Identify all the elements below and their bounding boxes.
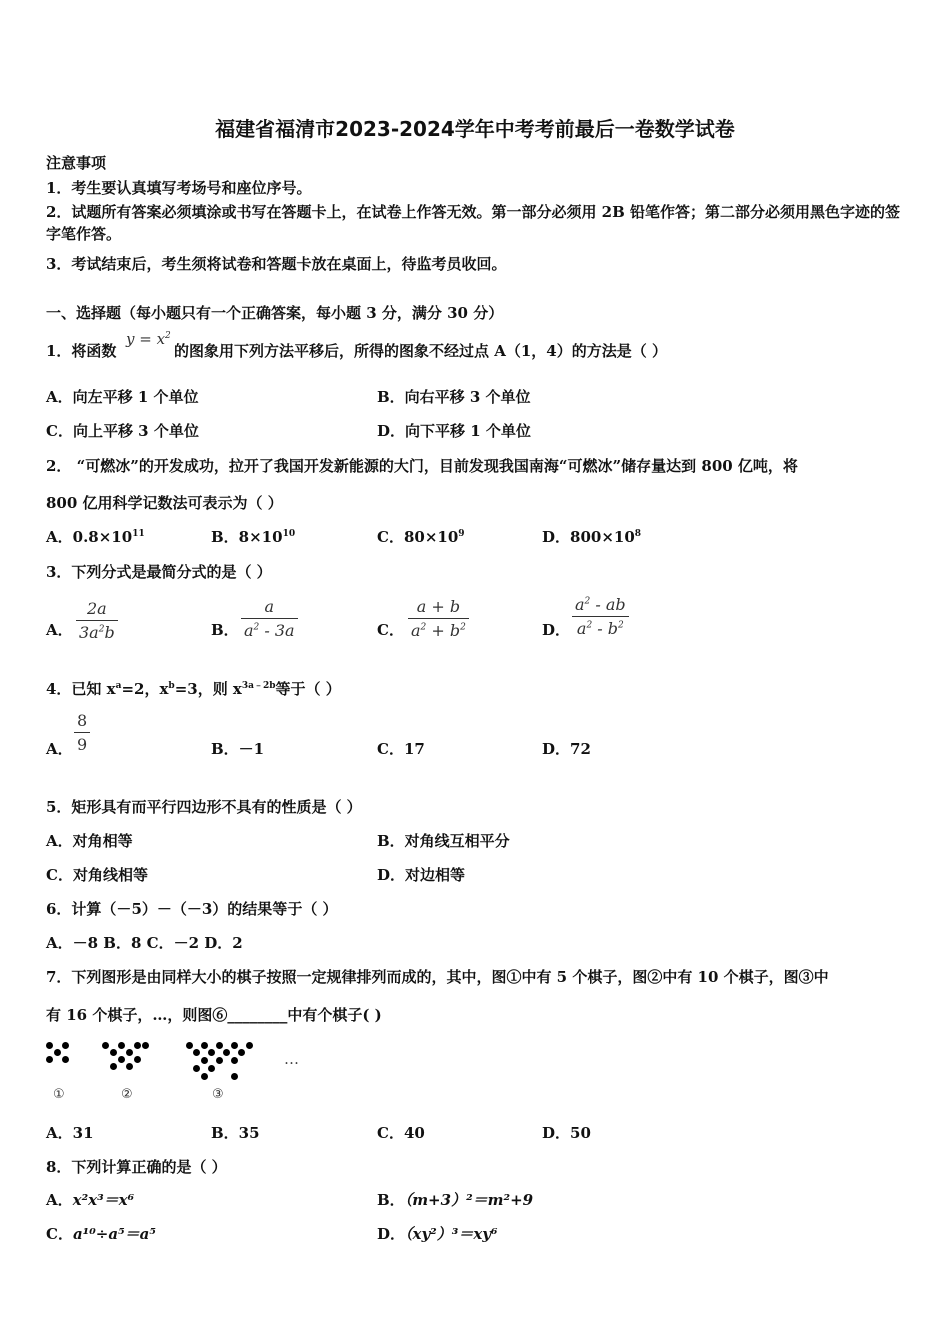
q3-b-fraction: a $a^2 - 3a$	[241, 597, 298, 640]
q4-a-fraction: 8 9	[74, 711, 90, 754]
q4-option-c: C．17	[377, 740, 425, 758]
q8-stem: 8．下列计算正确的是（ ）	[46, 1158, 227, 1176]
q2-option-a: A．$0.8\times 10^{11}$	[46, 528, 145, 546]
q5-option-c: C．对角线相等	[46, 866, 148, 884]
q4-stem: 4．已知 $x^a=2$，$x^b=3$，则 $x^{3a﹣2b}$等于（ ）	[46, 680, 341, 698]
q8-option-c: C．a¹⁰÷a⁵＝a⁵	[46, 1225, 156, 1243]
q7-option-b: B．35	[211, 1124, 260, 1142]
q7-fig-label-3: ③	[212, 1087, 224, 1102]
q2-option-b: B．$8\times 10^{10}$	[211, 528, 296, 546]
q8-option-a: A．x²x³＝x⁶	[46, 1191, 135, 1209]
q2-option-d: D．$800\times 10^8$	[542, 528, 642, 546]
q1-formula: $y = x^2$	[126, 330, 171, 348]
q1-option-a: A．向左平移 1 个单位	[46, 388, 199, 406]
q3-d-fraction: $a^2$ - ab $a^2 - b^2$	[572, 595, 629, 638]
q5-stem: 5．矩形具有而平行四边形不具有的性质是（ ）	[46, 798, 362, 816]
q7-option-a: A．31	[46, 1124, 94, 1142]
q7-fig-label-2: ②	[121, 1087, 133, 1102]
section-heading: 一、选择题（每小题只有一个正确答案，每小题 3 分，满分 30 分）	[46, 304, 504, 322]
q6-stem: 6．计算（－5）－（－3）的结果等于（ ）	[46, 900, 338, 918]
q3-b-label: B．	[211, 621, 239, 639]
q3-c-fraction: a + b $a^2 + b^2$	[408, 597, 469, 640]
q1-option-b: B．向右平移 3 个单位	[377, 388, 531, 406]
q1-option-d: D．向下平移 1 个单位	[377, 422, 531, 440]
q3-c-label: C．	[377, 621, 404, 639]
notice-heading: 注意事项	[46, 154, 107, 172]
q1-prefix: 1．将函数	[46, 342, 117, 360]
q7-line1: 7．下列图形是由同样大小的棋子按照一定规律排列而成的，其中，图①中有 5 个棋子，图②中有 10 个棋子，图③中	[46, 968, 829, 986]
q3-stem: 3．下列分式是最简分式的是（ ）	[46, 563, 272, 581]
notice-item-2: 2．试题所有答案必须填涂或书写在答题卡上，在试卷上作答无效。第一部分必须用 2B 铅笔作答；第二部分必须用黑色字迹的签字笔作答。	[46, 203, 901, 243]
page-title: 福建省福清市2023-2024学年中考考前最后一卷数学试卷	[215, 117, 735, 141]
q7-fig-label-1: ①	[53, 1087, 65, 1102]
q5-option-d: D．对边相等	[377, 866, 466, 884]
q5-option-b: B．对角线互相平分	[377, 832, 510, 850]
notice-item-1: 1．考生要认真填写考场号和座位序号。	[46, 179, 312, 197]
q1-option-c: C．向上平移 3 个单位	[46, 422, 199, 440]
q4-option-b: B．－1	[211, 740, 265, 758]
q3-a-label: A．	[46, 621, 73, 639]
q6-options: A．－8 B．8 C．－2 D．2	[46, 934, 243, 952]
q2-option-c: C．$80\times 10^9$	[377, 528, 465, 546]
q3-a-fraction: 2a $3a^2b$	[76, 599, 118, 642]
q5-option-a: A．对角相等	[46, 832, 133, 850]
q8-option-b: B．（m+3）²＝m²+9	[377, 1191, 534, 1209]
notice-item-3: 3．考试结束后，考生须将试卷和答题卡放在桌面上，待监考员收回。	[46, 255, 507, 273]
q8-option-d: D．（xy²）³＝xy⁶	[377, 1225, 498, 1243]
q3-d-label: D．	[542, 621, 571, 639]
q4-a-label: A．	[46, 740, 73, 758]
q7-line2: 有 16 个棋子，…，则图⑥________中有个棋子( )	[46, 1006, 382, 1024]
q2-line2: 800 亿用科学记数法可表示为（ ）	[46, 494, 283, 512]
q7-option-c: C．40	[377, 1124, 425, 1142]
q2-line1: 2． “可燃冰”的开发成功，拉开了我国开发新能源的大门，目前发现我国南海“可燃冰”储存量达到 800 亿吨，将	[46, 457, 798, 475]
q7-option-d: D．50	[542, 1124, 591, 1142]
q7-ellipsis: …	[284, 1050, 299, 1068]
q1-suffix: 的图象用下列方法平移后，所得的图象不经过点 A（1，4）的方法是（ ）	[174, 342, 667, 360]
q4-option-d: D．72	[542, 740, 591, 758]
